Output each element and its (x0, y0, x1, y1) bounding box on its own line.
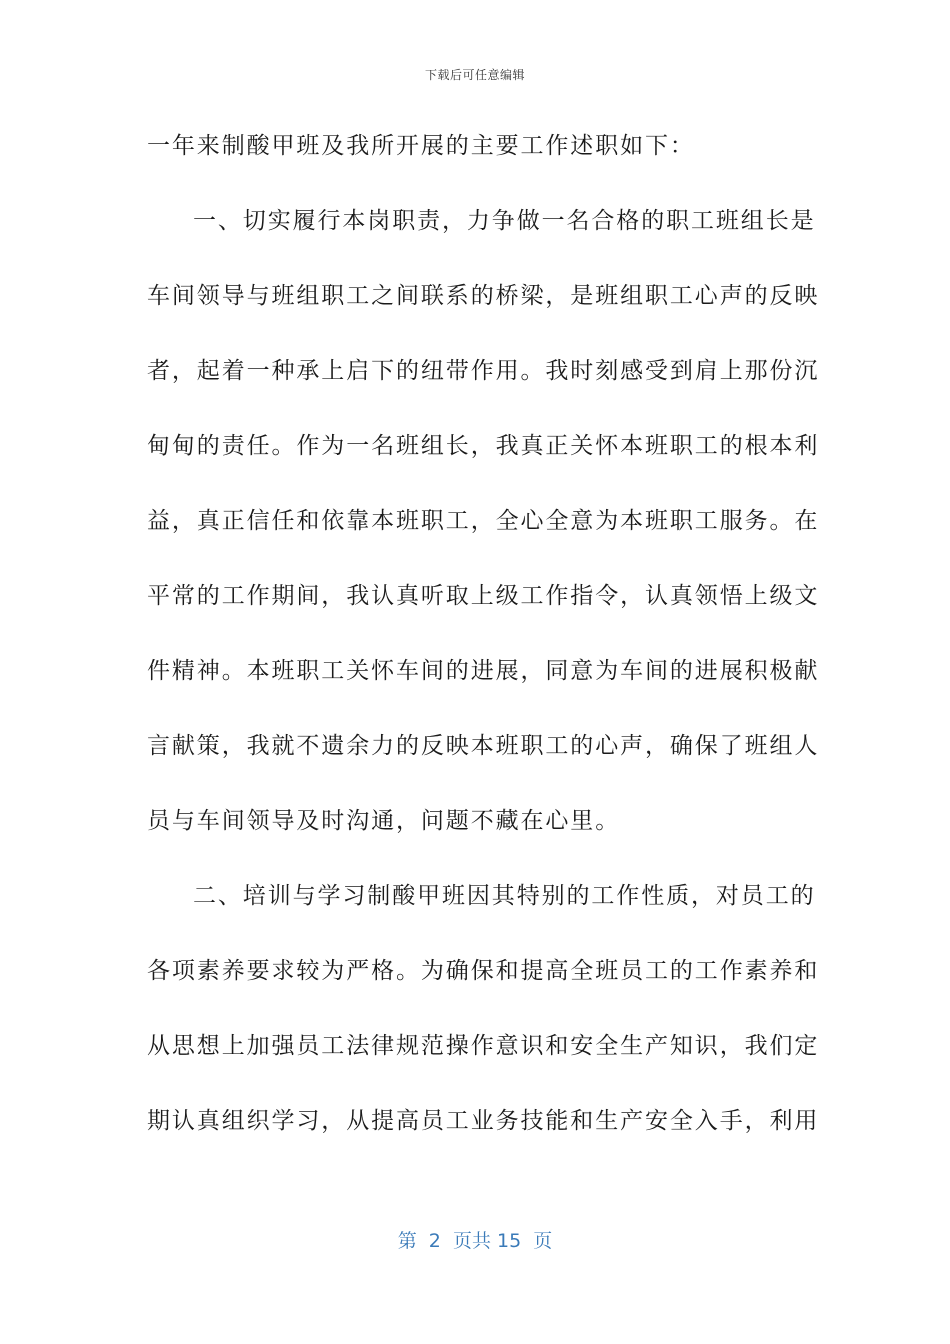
paragraph-line: 二、培训与学习制酸甲班因其特别的工作性质，对员工的 (193, 883, 816, 909)
paragraph-line: 甸甸的责任。作为一名班组长，我真正关怀本班职工的根本利 (147, 433, 820, 459)
paragraph-line: 期认真组织学习，从提高员工业务技能和生产安全入手，利用 (147, 1108, 820, 1134)
paragraph-line: 各项素养要求较为严格。为确保和提高全班员工的工作素养和 (147, 958, 820, 984)
paragraph-line: 一、切实履行本岗职责，力争做一名合格的职工班组长是 (193, 208, 816, 234)
paragraph-line: 车间领导与班组职工之间联系的桥梁，是班组职工心声的反映 (147, 283, 820, 309)
page-number-footer: 第 2 页共 15 页 (397, 1230, 553, 1252)
paragraph-line: 平常的工作期间，我认真听取上级工作指令，认真领悟上级文 (147, 583, 820, 609)
header-note: 下载后可任意编辑 (424, 68, 525, 82)
paragraph-line: 一年来制酸甲班及我所开展的主要工作述职如下： (147, 133, 695, 159)
paragraph-line: 从思想上加强员工法律规范操作意识和安全生产知识，我们定 (147, 1033, 820, 1059)
body-text (147, 128, 820, 1178)
paragraph-line: 言献策，我就不遗余力的反映本班职工的心声，确保了班组人 (147, 733, 820, 759)
paragraph-line: 者，起着一种承上启下的纽带作用。我时刻感受到肩上那份沉 (147, 358, 820, 384)
paragraph-line: 员与车间领导及时沟通，问题不藏在心里。 (147, 808, 621, 834)
paragraph-line: 益，真正信任和依靠本班职工，全心全意为本班职工服务。在 (147, 508, 820, 534)
paragraph-line: 件精神。本班职工关怀车间的进展，同意为车间的进展积极献 (147, 658, 820, 684)
